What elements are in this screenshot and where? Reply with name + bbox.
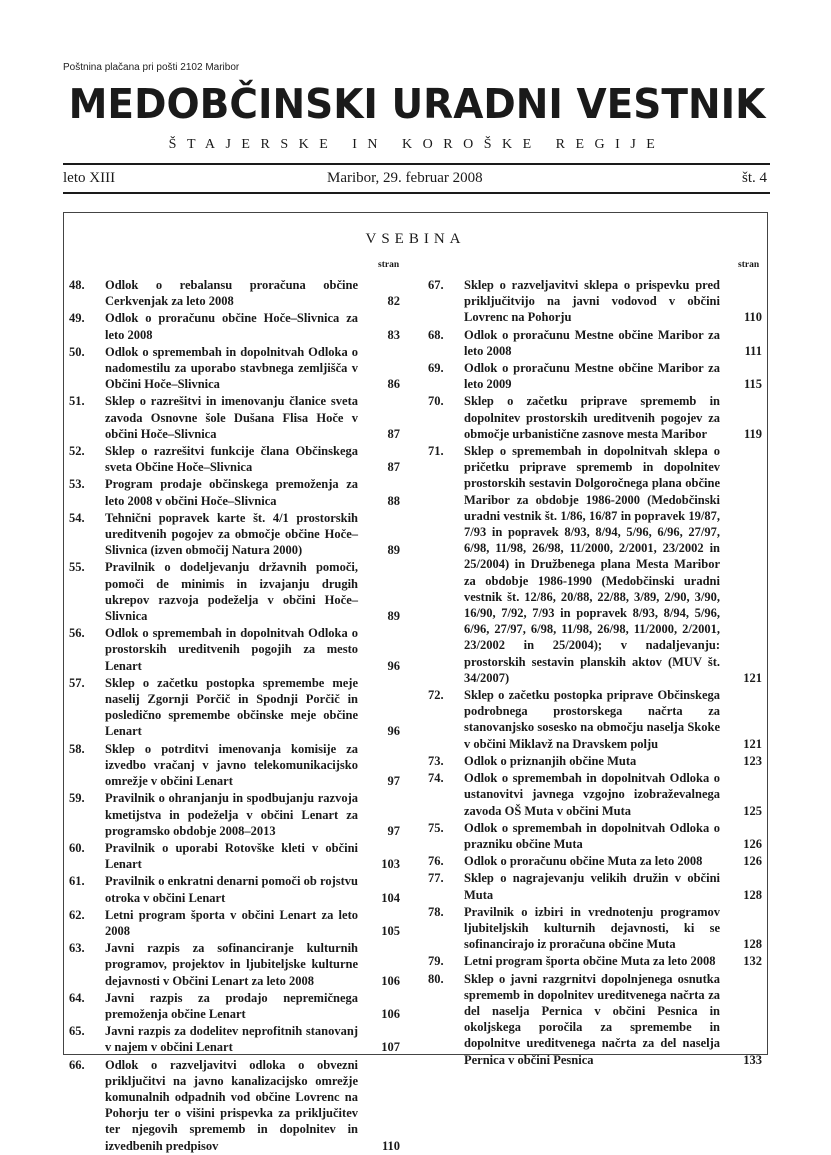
entry-title: Odlok o proračunu občine Muta za leto 2008: [464, 854, 703, 869]
contents-entry[interactable]: [69, 1023, 402, 1055]
entry-title: Pravilnik o enkratni denarni pomoči ob rojstvu otroka v občini Lenart: [105, 874, 358, 905]
contents-entry[interactable]: [428, 443, 764, 686]
entry-number: 79.: [428, 954, 444, 969]
entry-page: 97: [387, 823, 400, 838]
entry-number: 73.: [428, 753, 444, 768]
contents-entry[interactable]: [428, 971, 764, 1068]
entry-number: 56.: [69, 626, 85, 641]
entry-page: 126: [743, 854, 762, 869]
entry-page: 107: [381, 1040, 400, 1055]
entry-number: 48.: [69, 278, 85, 292]
entry-title: Sklep o potrditvi imenovanja komisije za izvedbo vračanj v javno telekomunikacijsko omrežje v občini Lenart: [105, 741, 358, 789]
entry-number: 64.: [69, 990, 85, 1005]
entry-page: 89: [387, 543, 400, 558]
contents-entry[interactable]: [69, 393, 402, 442]
entry-title: Sklep o spremembah in dopolnitvah sklepa o pričetku priprave sprememb in dopolnitev prostorskih sestavin Dolgoročnega plana občine Maribor za obdobje 1986-2000 (Medobčinski uradni vestnik št. 1/86, 16/87 in popravek 19/87, 7/93 in popravek 8/93, 8/94, 5/96, 6/96, 27/97, 6/98, 11/98, 26/98, 11/2000, 2/2001, 23/2002 in 25/2004) in Družbenega plana Mesta Maribor za obdobje 1986-1990 (Medobčinski uradni vestnik št. 12/86, 20/88, 22/88, 3/89, 2/90, 3/90, 16/90, 7/92, 7/93 in popravek 8/93, 8/94, 5/96, 6/96, 27/97, 6/98, 11/98, 26/98, 11/2000, 2/2001, 23/2002 in 25/2004); v nadaljevanju: prostorskih sestavin planskih aktov (MUV št. 34/2007): [464, 444, 720, 685]
entry-title: Javni razpis za dodelitev neprofitnih stanovanj v najem v občini Lenart: [105, 1024, 358, 1055]
entry-number: 55.: [69, 560, 85, 575]
entry-page: 133: [743, 1052, 762, 1067]
contents-entry[interactable]: [69, 443, 402, 475]
entry-page: 86: [387, 377, 400, 392]
entry-number: 53.: [69, 477, 85, 492]
entry-title: Sklep o začetku postopka spremembe meje naselij Zgornji Porčič in Spodnji Porčič in posledično spremembe občinske meje občine Lenart: [105, 675, 358, 739]
contents-entry[interactable]: [69, 559, 402, 624]
entry-number: 62.: [69, 907, 85, 922]
entry-page: 106: [381, 1006, 400, 1021]
entry-title: Odlok o spremembah in dopolnitvah Odloka o prostorskih ureditvenih pogojih za mesto Lenart: [105, 626, 358, 673]
entry-number: 67.: [428, 278, 444, 292]
entry-number: 74.: [428, 771, 444, 786]
entry-page: 83: [387, 327, 400, 342]
entry-title: Odlok o priznanjih občine Muta: [464, 753, 637, 768]
contents-entry[interactable]: [69, 675, 402, 740]
entry-title: Letni program športa v občini Lenart za leto 2008: [105, 907, 358, 938]
entry-title: Odlok o rebalansu proračuna občine Cerkvenjak za leto 2008: [105, 278, 358, 309]
entry-title: Odlok o spremembah in dopolnitvah Odloka o ustanovitvi javnega vzgojno izobraževalnega zavoda OŠ Muta v občini Muta: [464, 771, 720, 818]
entry-page: 128: [743, 937, 762, 952]
contents-entry[interactable]: [428, 360, 764, 392]
entry-number: 59.: [69, 791, 85, 806]
contents-entry[interactable]: [428, 870, 764, 902]
contents-column-left: [69, 277, 402, 1155]
contents-entry[interactable]: [69, 940, 402, 989]
contents-entry[interactable]: [69, 873, 402, 905]
contents-entry[interactable]: [69, 907, 402, 939]
contents-entry[interactable]: [428, 687, 764, 752]
entry-number: 60.: [69, 840, 85, 855]
entry-number: 80.: [428, 971, 444, 986]
entry-title: Sklep o začetku postopka priprave Občinskega podrobnega prostorskega načrta za stanovanjsko sosesko na območju naselja Skoke v občini Miklavž na Dravskem polju: [464, 688, 720, 751]
contents-entry[interactable]: [428, 753, 764, 769]
entry-number: 76.: [428, 854, 444, 869]
contents-entry[interactable]: [69, 476, 402, 508]
contents-entry[interactable]: [69, 990, 402, 1022]
entry-page: 110: [743, 310, 762, 325]
contents-box: [63, 212, 768, 1153]
entry-page: 126: [743, 836, 762, 851]
contents-column-right: [428, 277, 764, 1069]
entry-number: 66.: [69, 1057, 85, 1072]
entry-title: Sklep o razrešitvi funkcije člana Občinskega sveta Občine Hoče–Slivnica: [105, 444, 358, 475]
entry-number: 61.: [69, 874, 85, 889]
entry-title: Sklep o razveljavitvi sklepa o prispevku pred priključitvijo na javni vodovod v občini Lovrenc na Pohorju: [464, 278, 720, 325]
contents-entry[interactable]: [69, 277, 402, 309]
entry-number: 52.: [69, 444, 85, 459]
masthead-subtitle: ŠTAJERSKE IN KOROŠKE REGIJE: [168, 137, 666, 152]
entry-page: 105: [381, 923, 400, 938]
contents-entry[interactable]: [69, 510, 402, 559]
entry-number: 65.: [69, 1024, 85, 1039]
entry-number: 63.: [69, 941, 85, 956]
contents-entry[interactable]: [69, 344, 402, 393]
entry-page: 115: [743, 377, 762, 392]
page-label-left: stran: [378, 260, 400, 270]
entry-number: 58.: [69, 741, 85, 756]
contents-heading: VSEBINA: [365, 231, 466, 247]
entry-title: Pravilnik o ohranjanju in spodbujanju razvoja kmetijstva in podeželja v občini Lenart za programsko obdobje 2008–2013: [105, 791, 358, 838]
contents-entry[interactable]: [69, 1057, 402, 1154]
entry-number: 72.: [428, 688, 444, 703]
entry-title: Odlok o proračunu Mestne občine Maribor za leto 2008: [464, 327, 720, 358]
entry-number: 50.: [69, 344, 85, 359]
entry-title: Tehnični popravek karte št. 4/1 prostorskih ureditvenih pogojev za območje občine Hoče–Slivnica (izven območij Natura 2000): [105, 510, 358, 558]
entry-page: 88: [387, 493, 400, 508]
entry-page: 119: [743, 426, 762, 441]
contents-entry[interactable]: [69, 310, 402, 342]
contents-entry[interactable]: [69, 840, 402, 872]
entry-title: Pravilnik o dodeljevanju državnih pomoči, pomoči de minimis in izvajanju drugih ukrepov razvoja podeželja v občini Hoče–Slivnica: [105, 560, 358, 624]
contents-entry[interactable]: [428, 904, 764, 953]
entry-page: 111: [744, 343, 762, 358]
entry-number: 77.: [428, 871, 444, 886]
contents-entry[interactable]: [428, 393, 764, 442]
entry-page: 123: [743, 753, 762, 768]
entry-page: 96: [387, 724, 400, 739]
entry-title: Odlok o razveljavitvi odloka o obvezni priključitvi na javno kanalizacijsko omrežje komunalnih odpadnih vod občine Lovrenc na Pohorju ter o višini prispevka za priključitev ter njegovih sprememb in dopolnitev in izvedbenih predpisov: [105, 1057, 358, 1153]
top-rule: [63, 163, 770, 165]
entry-number: 71.: [428, 444, 444, 459]
bottom-rule: [63, 192, 770, 194]
entry-page: 121: [743, 670, 762, 685]
entry-title: Odlok o spremembah in dopolnitvah Odloka o nadomestilu za uporabo stavbnega zemljišča v Občini Hoče–Slivnica: [105, 344, 358, 392]
entry-title: Javni razpis za prodajo nepremičnega premoženja občine Lenart: [105, 990, 358, 1021]
contents-entry[interactable]: [428, 770, 764, 819]
contents-entry[interactable]: [69, 790, 402, 839]
entry-title: Javni razpis za sofinanciranje kulturnih programov, projektov in ljubiteljske kulturne dejavnosti v Občini Lenart za leto 2008: [105, 941, 358, 988]
entry-page: 87: [387, 460, 400, 475]
entry-title: Sklep o javni razgrnitvi dopolnjenega osnutka sprememb in dopolnitev ureditvenega načrta za del naselja Pernica v občini Pesnica in okoljskega poročila za spremembe in dopolnitve ureditvenega načrta za del naselja Pernica v občini Pesnica: [464, 971, 720, 1067]
entry-number: 49.: [69, 311, 85, 326]
entry-page: 128: [743, 887, 762, 902]
entry-number: 70.: [428, 394, 444, 409]
contents-entry[interactable]: [428, 277, 764, 326]
entry-page: 82: [387, 294, 400, 309]
postage-note: Poštnina plačana pri pošti 2102 Maribor: [63, 62, 240, 73]
entry-title: Letni program športa občine Muta za leto 2008: [464, 954, 716, 969]
contents-entry[interactable]: [428, 853, 764, 869]
entry-number: 54.: [69, 510, 85, 525]
entry-number: 68.: [428, 327, 444, 342]
entry-page: 132: [743, 954, 762, 969]
entry-title: Sklep o razrešitvi in imenovanju članice sveta zavoda Osnovne šole Dušana Flisa Hoče v občini Hoče–Slivnica: [105, 394, 358, 441]
entry-page: 96: [387, 658, 400, 673]
entry-number: 57.: [69, 675, 85, 690]
contents-entry[interactable]: [428, 820, 764, 852]
entry-page: 89: [387, 609, 400, 624]
entry-title: Sklep o nagrajevanju velikih družin v občini Muta: [464, 871, 720, 902]
entry-page: 106: [381, 973, 400, 988]
entry-title: Odlok o proračunu Mestne občine Maribor za leto 2009: [464, 361, 720, 392]
masthead-title: MEDOBČINSKI URADNI VESTNIK: [68, 81, 766, 129]
contents-entry[interactable]: [69, 741, 402, 790]
entry-page: 103: [381, 857, 400, 872]
contents-entry[interactable]: [428, 953, 764, 969]
entry-title: Odlok o proračunu občine Hoče–Slivnica za leto 2008: [105, 311, 358, 342]
contents-entry[interactable]: [428, 327, 764, 359]
issue-number: št. 4: [742, 170, 768, 186]
entry-page: 97: [387, 774, 400, 789]
entry-title: Pravilnik o uporabi Rotovške kleti v občini Lenart: [105, 840, 358, 872]
entry-page: 125: [743, 803, 762, 818]
entry-number: 75.: [428, 820, 444, 835]
contents-entry[interactable]: [69, 625, 402, 674]
entry-number: 69.: [428, 361, 444, 376]
entry-page: 121: [743, 736, 762, 751]
entry-page: 87: [387, 426, 400, 441]
issue-place-date: Maribor, 29. februar 2008: [327, 170, 483, 186]
entry-title: Program prodaje občinskega premoženja za leto 2008 v občini Hoče–Slivnica: [105, 477, 358, 508]
page-label-right: stran: [738, 260, 760, 270]
entry-page: 110: [381, 1138, 400, 1153]
entry-page: 104: [381, 890, 400, 905]
entry-title: Sklep o začetku priprave sprememb in dopolnitev prostorskih ureditvenih pogojev za območje urbanistične zasnove mesta Maribor: [464, 394, 720, 441]
entry-number: 78.: [428, 904, 444, 919]
entry-number: 51.: [69, 394, 85, 409]
issue-year: leto XIII: [63, 170, 116, 186]
entry-title: Odlok o spremembah in dopolnitvah Odloka o prazniku občine Muta: [464, 820, 720, 851]
entry-title: Pravilnik o izbiri in vrednotenju programov ljubiteljskih kulturnih dejavnosti, ki se sofinancirajo iz proračuna občine Muta: [464, 904, 720, 952]
